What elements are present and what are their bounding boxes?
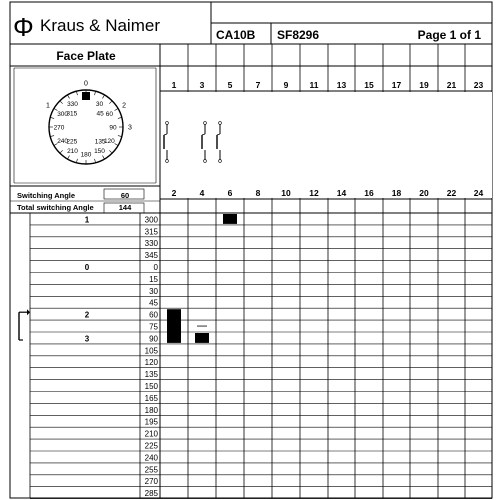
dial-angle-label: 210 (67, 147, 78, 155)
row-angle: 90 (149, 334, 158, 344)
contact-number-bottom: 14 (336, 188, 347, 198)
contact-number-bottom: 22 (446, 188, 457, 198)
contact-number-top: 11 (309, 80, 319, 90)
contact-number-bottom: 2 (171, 188, 177, 198)
face-plate-title: Face Plate (56, 49, 116, 63)
row-angle: 165 (144, 393, 158, 403)
contact-number-bottom: 18 (391, 188, 402, 198)
closed-contact-bar (223, 214, 237, 224)
row-angle: 255 (144, 465, 158, 475)
row-angle: 300 (144, 215, 158, 225)
contact-grid (10, 44, 492, 498)
row-angle: 60 (149, 310, 158, 320)
brand-name: Kraus & Naimer (40, 16, 160, 35)
contact-number-bottom: 6 (227, 188, 233, 198)
contact-number-top: 7 (255, 80, 261, 90)
dial-angle-label: 330 (67, 101, 78, 109)
contact-number-top: 19 (419, 80, 429, 90)
contact-number-bottom: 8 (255, 188, 261, 198)
sheet-border (10, 2, 492, 498)
row-angle: 270 (144, 477, 158, 487)
row-position: 0 (84, 263, 90, 272)
switching-angle-block (10, 186, 160, 213)
row-angle: 180 (144, 405, 158, 415)
row-angle: 0 (153, 263, 158, 272)
contact-number-bottom: 10 (281, 188, 291, 198)
dial-angle-label: 30 (95, 101, 104, 109)
row-angle: 330 (144, 239, 158, 249)
dial-angle-label: 150 (94, 147, 105, 155)
row-angle: 135 (144, 370, 158, 380)
row-angle: 240 (144, 453, 158, 463)
total-switching-angle-value: 144 (118, 203, 132, 212)
contact-number-top: 21 (446, 80, 457, 90)
position-bracket (19, 309, 30, 340)
dial-angle-label: 315 (66, 110, 78, 118)
contact-number-top: 1 (171, 80, 177, 90)
dial-angle-label: 270 (53, 124, 65, 132)
contact-number-top: 23 (473, 80, 484, 90)
dial-angle-label: 45 (96, 110, 104, 118)
row-position: 2 (84, 310, 90, 320)
dial-angle-label: 90 (109, 124, 117, 132)
contact-number-top: 5 (227, 80, 233, 90)
rotary-dial (46, 81, 132, 165)
contact-number-top: 3 (199, 80, 205, 90)
row-angle: 45 (149, 298, 158, 308)
row-angle: 75 (149, 322, 158, 332)
dial-angle-label: 135 (94, 138, 106, 146)
row-angle: 120 (144, 358, 158, 368)
total-switching-angle-label: Total switching Angle (17, 203, 94, 212)
off-marker-label: O (83, 94, 89, 101)
row-angle: 345 (144, 251, 158, 261)
closed-contact-bar (195, 333, 209, 343)
contact-number-bottom: 4 (199, 188, 205, 198)
row-angle: 315 (144, 227, 158, 237)
row-angle: 225 (144, 441, 158, 451)
dial-position-label: 3 (128, 124, 132, 132)
row-angle: 285 (144, 489, 158, 499)
dial-angle-label: 180 (80, 151, 92, 159)
row-position: 3 (84, 334, 90, 344)
contact-number-top: 17 (391, 80, 402, 90)
contact-number-bottom: 20 (419, 188, 429, 198)
contact-number-top: 13 (336, 80, 347, 90)
row-angle: 210 (144, 429, 158, 439)
dial-angle-label: 240 (57, 138, 69, 145)
header (10, 2, 492, 44)
row-angle: 150 (144, 382, 158, 391)
dial-angle-label: 60 (105, 111, 113, 118)
row-angle: 105 (144, 346, 158, 356)
row-angle: 30 (149, 286, 158, 296)
closed-contact-bar (167, 309, 181, 343)
dial-position-label: 0 (84, 80, 88, 88)
model-number: CA10B (216, 28, 256, 42)
dial-angle-label: 300 (57, 111, 69, 118)
contact-number-bottom: 24 (473, 188, 484, 198)
contact-number-bottom: 16 (364, 188, 374, 198)
dial-angle-label: 225 (66, 138, 78, 146)
switching-table (19, 213, 492, 499)
drawing-number: SF8296 (277, 28, 320, 42)
dial-position-label: 1 (45, 102, 50, 110)
row-angle: 15 (149, 274, 158, 284)
dial-angle-label: 120 (103, 138, 115, 145)
contact-number-top: 15 (364, 80, 374, 90)
switching-angle-value: 60 (120, 191, 130, 200)
row-angle: 195 (144, 417, 158, 427)
contact-number-top: 9 (283, 80, 289, 90)
page-indicator: Page 1 of 1 (417, 28, 481, 42)
switching-angle-label: Switching Angle (17, 191, 76, 200)
row-position: 1 (84, 215, 90, 225)
brand-logo-symbol: Φ (13, 12, 34, 42)
contact-number-bottom: 12 (309, 188, 319, 198)
dial-position-label: 2 (122, 102, 127, 110)
